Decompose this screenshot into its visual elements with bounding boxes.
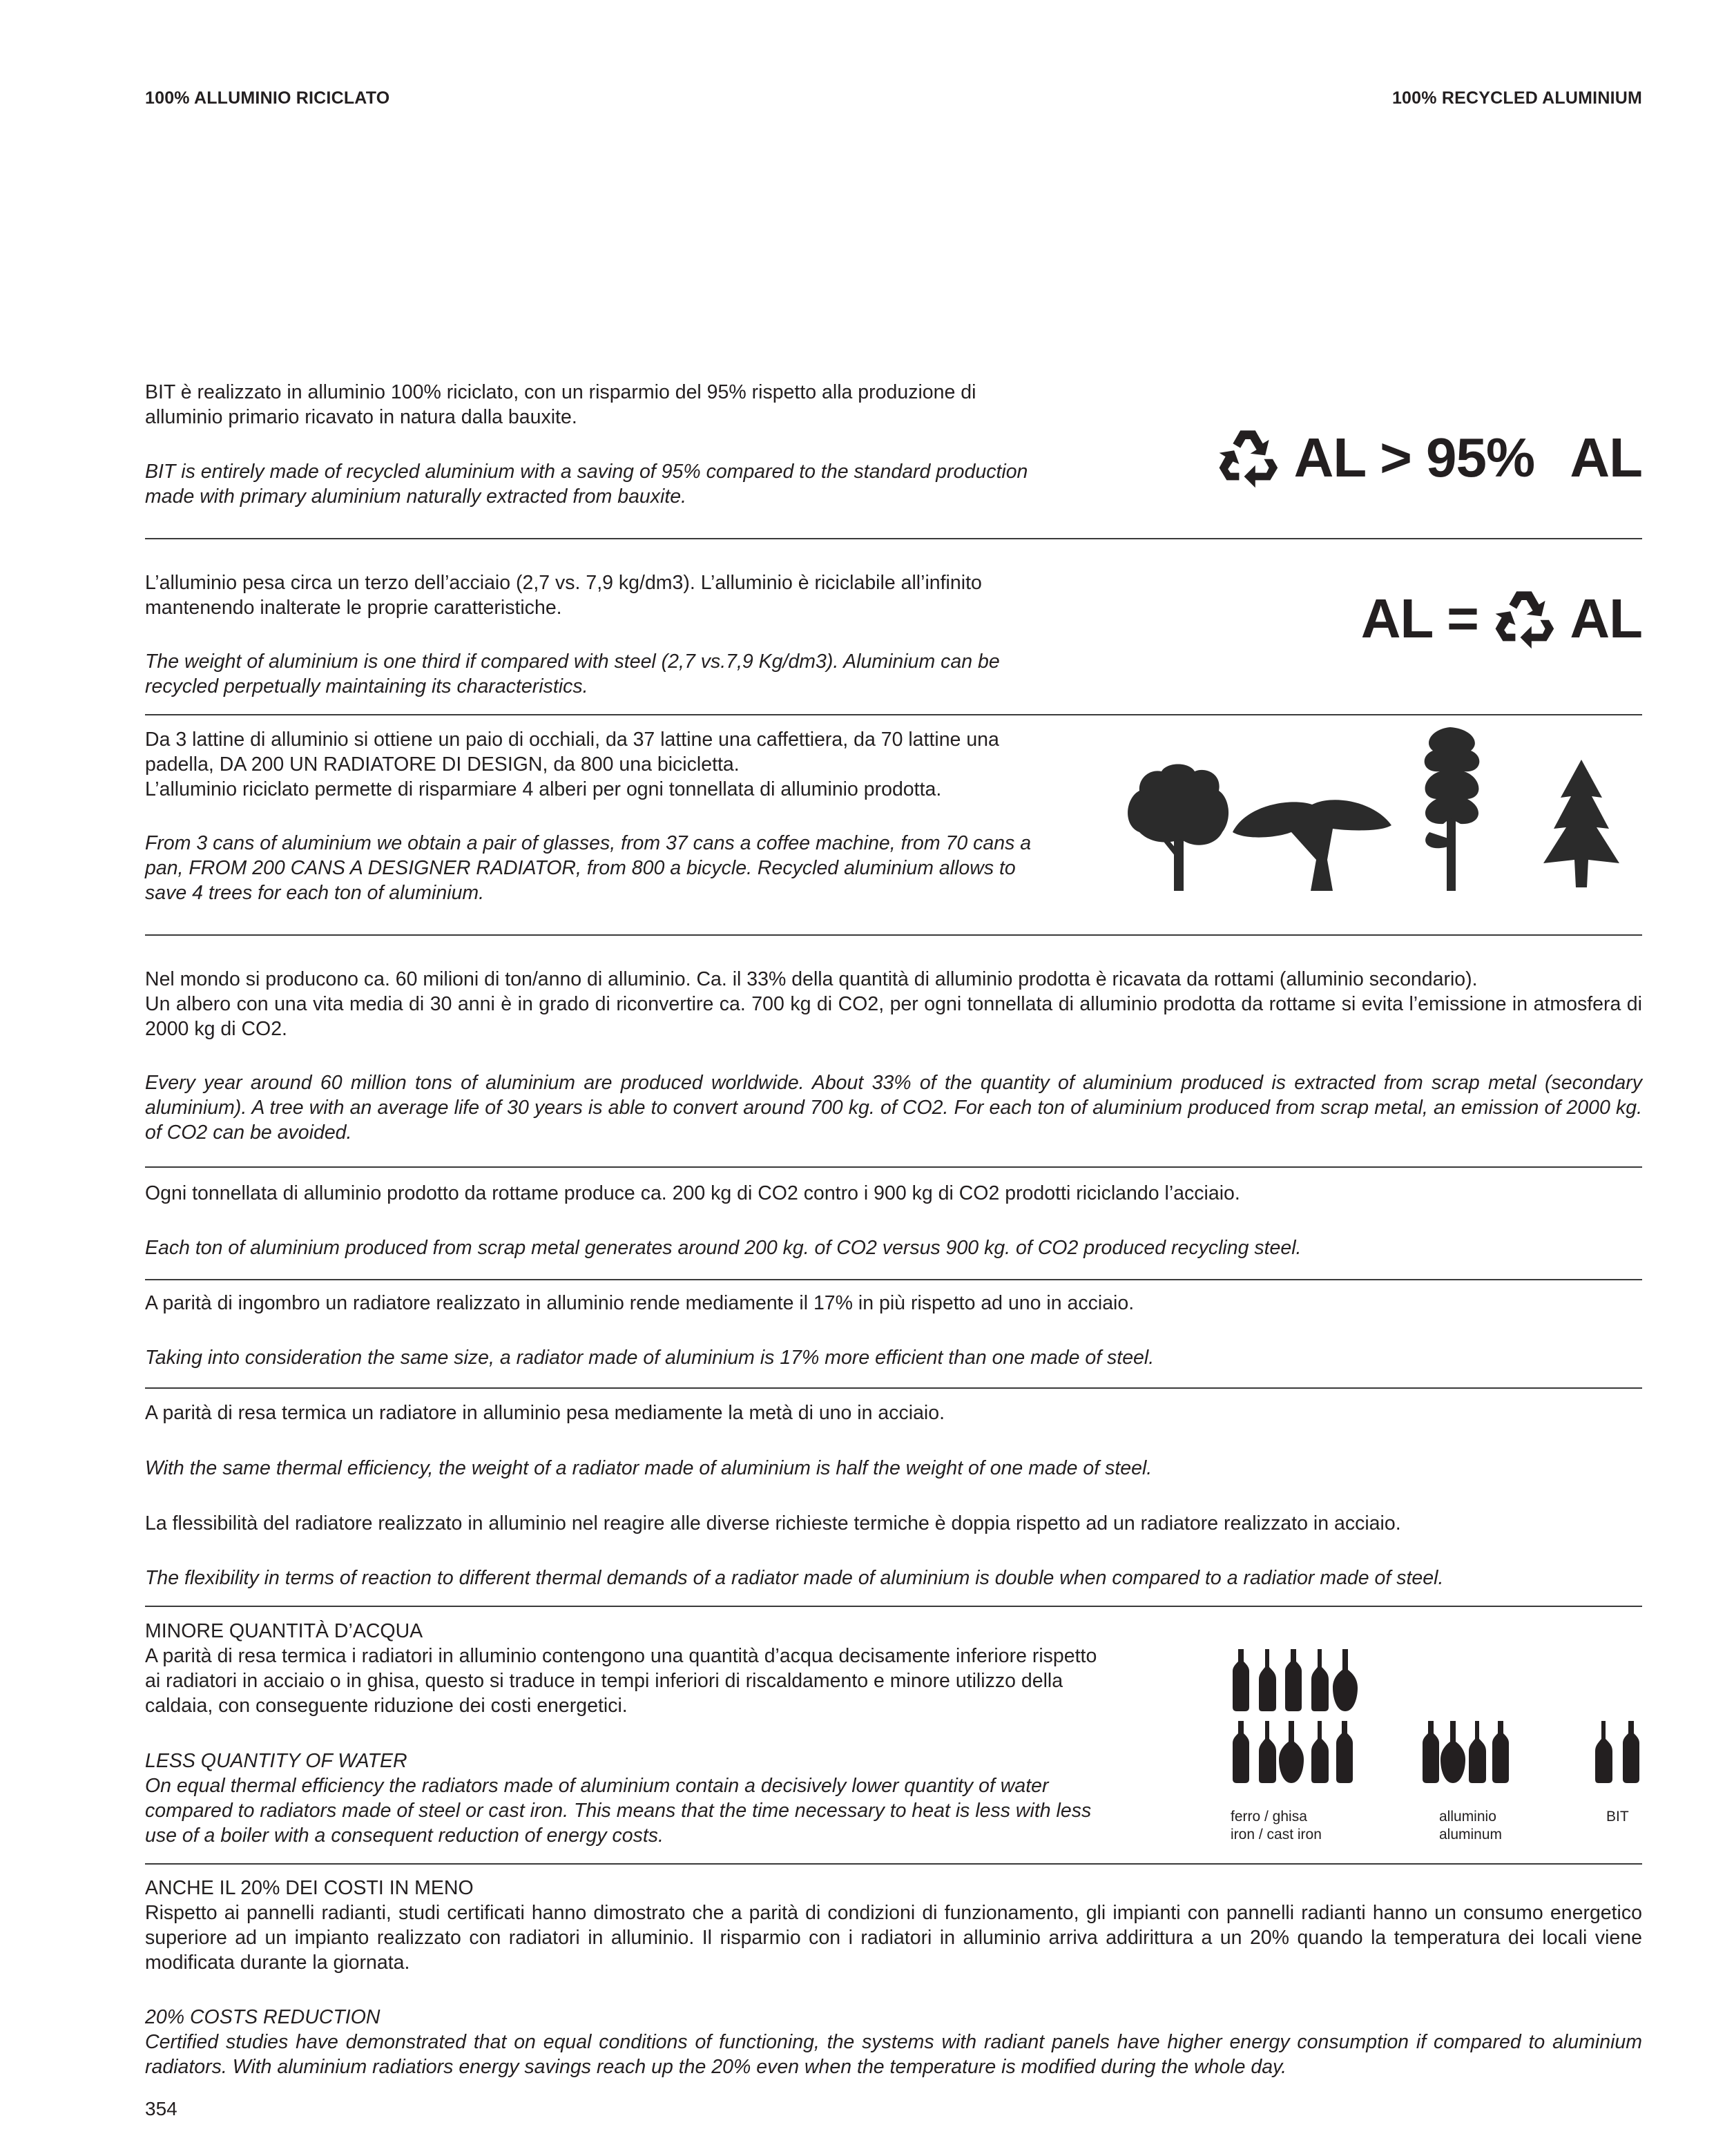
s6-italian-text: A parità di ingombro un radiatore realizzato in alluminio rende mediamente il 17% in più rispetto ad uno in acciaio. <box>145 1292 1135 1314</box>
bit-bottles-icon <box>1595 1721 1639 1783</box>
fir-tree-icon <box>1543 760 1619 887</box>
water-bottles-illustration <box>1226 1644 1647 1789</box>
s8-italian-body: A parità di resa termica i radiatori in alluminio contengono una quantità d’acqua decisamente inferiore rispetto ai radiatori in acciaio o in ghisa, questo si traduce in tempi inferiori di riscaldamento e minore utilizzo della caldaia, con conseguente riduzione dei costi energetici. <box>145 1645 1097 1717</box>
s2-al-graphic <box>1361 584 1642 650</box>
s5-english-text: Each ton of aluminium produced from scrap metal generates around 200 kg. of CO2 versus 900 kg. of CO2 produced recycling steel. <box>145 1237 1302 1259</box>
s1-graphic-part2: AL <box>1570 426 1642 488</box>
s3-italian-text-2: L’alluminio riciclato permette di risparmiare 4 alberi per ogni tonnellata di alluminio prodotta. <box>145 778 942 800</box>
aluminium-bottles-icon <box>1423 1721 1509 1783</box>
divider <box>145 714 1642 715</box>
s9-italian-body: Rispetto ai pannelli radianti, studi certificati hanno dimostrato che a parità di condizioni di funzionamento, gli impianti con pannelli radianti hanno un consumo energetico superiore ad un impianto realizzato con radiatori in alluminio. Il risparmio con i radiatori in alluminio arriva addirittura a un 20% quando la temperatura dei locali viene modificata durante la giornata. <box>145 1902 1642 1974</box>
aluminium-label-en: aluminum <box>1439 1827 1503 1842</box>
s1-al-graphic <box>1217 423 1642 489</box>
s2-graphic-part1: AL = <box>1360 587 1478 649</box>
oak-tree-icon <box>1128 764 1228 892</box>
s4-english-text: Every year around 60 million tons of aluminium are produced worldwide. About 33% of the quantity of aluminium produced is extracted from scrap metal (secondary aluminium). A tree with an average life of 30 years is able to convert around 700 kg. of CO2. For each ton of aluminium produced from scrap metal, an emission of 2000 kg. of CO2 can be avoided. <box>145 1072 1642 1144</box>
s1-graphic-part1: AL > 95% <box>1293 426 1535 488</box>
s3-italian-text-1: Da 3 lattine di alluminio si ottiene un paio di occhiali, da 37 lattine una caffettiera, da 70 lattine una padella, DA 200 UN RADIATORE DI DESIGN, da 800 una bicicletta. <box>145 729 999 776</box>
s4-italian-text-1: Nel mondo si producono ca. 60 milioni di ton/anno di alluminio. Ca. il 33% della quantità di alluminio prodotta è ricavata da rottami (alluminio secondario). <box>145 968 1478 990</box>
pine-tree-icon <box>1425 727 1480 891</box>
s8-english-title: LESS QUANTITY OF WATER <box>145 1750 407 1772</box>
s1-italian-text: BIT è realizzato in alluminio 100% riciclato, con un risparmio del 95% rispetto alla produzione di alluminio primario ricavato in natura dalla bauxite. <box>145 381 976 428</box>
divider <box>145 934 1642 936</box>
divider <box>145 1606 1642 1607</box>
s7-english-text-1: With the same thermal efficiency, the weight of a radiator made of aluminium is half the weight of one made of steel. <box>145 1457 1153 1479</box>
s8-english-body: On equal thermal efficiency the radiators made of aluminium contain a decisively lower quantity of water compared to radiators made of steel or cast iron. This means that the time necessary to heat is less with less use of a boiler with a consequent reduction of energy costs. <box>145 1775 1092 1847</box>
page-number: 354 <box>145 2098 177 2119</box>
s9-italian-title: ANCHE IL 20% DEI COSTI IN MENO <box>145 1877 474 1899</box>
s8-italian-title: MINORE QUANTITÀ D’ACQUA <box>145 1620 423 1642</box>
iron-label-en: iron / cast iron <box>1231 1827 1322 1842</box>
s7-italian-text-1: A parità di resa termica un radiatore in alluminio pesa mediamente la metà di uno in acciaio. <box>145 1402 945 1424</box>
s9-english-title: 20% COSTS REDUCTION <box>145 2006 380 2028</box>
divider <box>145 1166 1642 1168</box>
s7-italian-text-2: La flessibilità del radiatore realizzato in alluminio nel reagire alle diverse richieste termiche è doppia rispetto ad un radiatore realizzato in acciaio. <box>145 1512 1401 1534</box>
s5-italian-text: Ogni tonnellata di alluminio prodotto da rottame produce ca. 200 kg di CO2 contro i 900 kg di CO2 prodotti riciclando l’acciaio. <box>145 1182 1240 1204</box>
s9-english-body: Certified studies have demonstrated that on equal conditions of functioning, the systems with radiant panels have higher energy consumption if compared to aluminium radiators. With aluminium radiatiors energy savings reach up the 20% even when the temperature is modified during the whole day. <box>145 2031 1642 2078</box>
recycle-icon <box>1217 427 1279 489</box>
divider <box>145 1387 1642 1389</box>
aluminium-label-it: alluminio <box>1439 1809 1496 1825</box>
s7-english-text-2: The flexibility in terms of reaction to different thermal demands of a radiator made of aluminium is double when compared to a radiatior made of steel. <box>145 1567 1444 1589</box>
divider <box>145 1279 1642 1280</box>
divider <box>145 1863 1642 1865</box>
s3-english-text: From 3 cans of aluminium we obtain a pair of glasses, from 37 cans a coffee machine, from 70 cans a pan, FROM 200 CANS A DESIGNER RADIATOR, from 800 a bicycle. Recycled aluminium allows to save 4 trees for each ton of aluminium. <box>145 832 1032 904</box>
header-left-title: 100% ALLUMINIO RICICLATO <box>145 88 390 108</box>
s2-italian-text: L’alluminio pesa circa un terzo dell’acciaio (2,7 vs. 7,9 kg/dm3). L’alluminio è riciclabile all’infinito mantenendo inalterate le proprie caratteristiche. <box>145 572 982 619</box>
header-right-title: 100% RECYCLED ALUMINIUM <box>1391 88 1642 108</box>
trees-illustration <box>1126 722 1644 901</box>
bit-label: BIT <box>1606 1809 1629 1825</box>
s4-italian-text-2: Un albero con una vita media di 30 anni è in grado di riconvertire ca. 700 kg di CO2, per ogni tonnellata di alluminio prodotta da rottame si evita l’emissione in atmosfera di 2000 kg di CO2. <box>145 993 1642 1040</box>
s1-english-text: BIT is entirely made of recycled aluminium with a saving of 95% compared to the standard production made with primary aluminium naturally extracted from bauxite. <box>145 461 1028 508</box>
s2-english-text: The weight of aluminium is one third if compared with steel (2,7 vs.7,9 Kg/dm3). Aluminium can be recycled perpetually maintaining its characteristics. <box>145 651 1000 697</box>
s6-english-text: Taking into consideration the same size, a radiator made of aluminium is 17% more efficient than one made of steel. <box>145 1347 1155 1369</box>
iron-bottles-icon <box>1233 1649 1358 1783</box>
divider <box>145 538 1642 539</box>
iron-label-it: ferro / ghisa <box>1231 1809 1307 1825</box>
acacia-tree-icon <box>1233 800 1391 891</box>
s2-graphic-part2: AL <box>1570 587 1642 649</box>
recycle-icon <box>1493 588 1555 650</box>
